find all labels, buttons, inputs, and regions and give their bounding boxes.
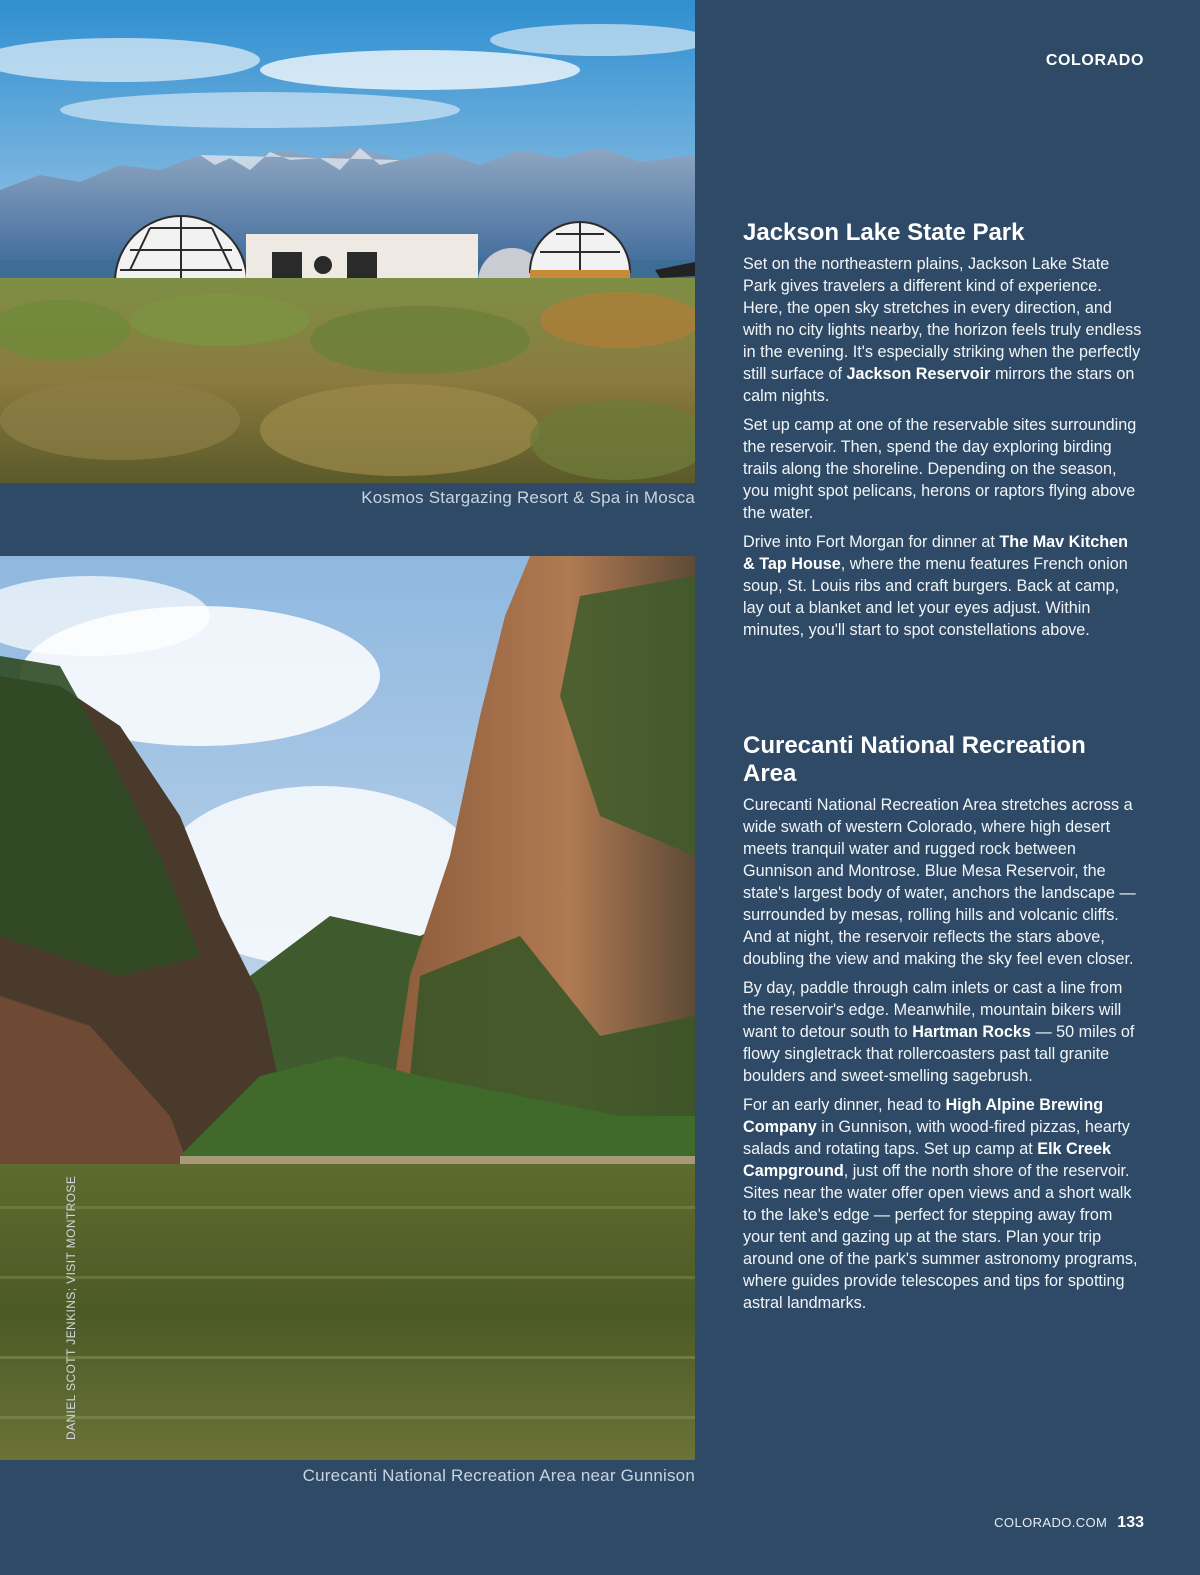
page-footer: [994, 1514, 1144, 1532]
top-photo-caption: Kosmos Stargazing Resort & Spa in Mosca: [361, 488, 695, 507]
text-run: in Gunnison, with wood-fired pizzas, hearty salads and rotating taps. Set up camp at: [743, 1118, 1130, 1158]
bottom-photo-caption: Curecanti National Recreation Area near Gunnison: [302, 1466, 695, 1485]
curecanti-heading: Curecanti National Recreation Area: [743, 732, 1086, 787]
text-run: — 50 miles of flowy singletrack that rollercoasters past tall granite boulders and sweet-smelling sagebrush.: [743, 1023, 1135, 1085]
text-run: , where the menu features French onion soup, St. Louis ribs and craft burgers. Back at camp, lay out a blanket and let your eyes adjust. Within minutes, you'll start to spot constellations above.: [743, 555, 1128, 639]
curecanti-paragraph-1: Curecanti National Recreation Area stretches across a wide swath of western Colorado, where high desert meets tranquil water and rugged rock between Gunnison and Montrose. Blue Mesa Reservoir, the state's largest body of water, anchors the landscape — surrounded by mesas, rolling hills and volcanic cliffs. And at night, the reservoir reflects the stars above, doubling the view and making the sky feel even closer.: [743, 796, 1136, 968]
text-run: mirrors the stars on calm nights.: [743, 365, 1135, 405]
footer-site: COLORADO.COM: [994, 1515, 1108, 1530]
text-run: Drive into Fort Morgan for dinner at: [743, 533, 1000, 551]
text-run: Set on the northeastern plains, Jackson Lake State Park gives travelers a different kind of experience. Here, the open sky stretches in every direction, and with no city lights nearby, the horizon feels truly endless in the evening. It's especially striking when the perfectly still surface of: [743, 255, 1142, 383]
curecanti-paragraph-3: [743, 1094, 1143, 1314]
kosmos-resort-photo: [0, 0, 695, 483]
text-run: For an early dinner, head to: [743, 1096, 946, 1114]
text-run: , just off the north shore of the reservoir. Sites near the water offer open views and a short walk to the lake's edge — perfect for stepping away from your tent and gazing up at the stars. Plan your trip around one of the park's summer astronomy programs, where guides provide telescopes and tips for spotting astral landmarks.: [743, 1162, 1138, 1312]
page-number: 133: [1117, 1514, 1144, 1531]
jackson-lake-heading: Jackson Lake State Park: [743, 219, 1025, 246]
curecanti-canyon-photo: [0, 556, 695, 1460]
section-label: COLORADO: [1045, 52, 1144, 69]
elk-creek-campground-name: Elk Creek Campground: [743, 1140, 1112, 1180]
curecanti-article: [743, 732, 1143, 1321]
mav-kitchen-name: The Mav Kitchen & Tap House: [743, 533, 1129, 573]
photo-credit: DANIEL SCOTT JENKINS; VISIT MONTROSE: [64, 1175, 78, 1440]
text-run: By day, paddle through calm inlets or cast a line from the reservoir's edge. Meanwhile, mountain bikers will want to detour south to: [743, 979, 1123, 1041]
jackson-paragraph-3: [743, 531, 1143, 641]
jackson-paragraph-1: [743, 253, 1143, 407]
high-alpine-brewing-name: High Alpine Brewing Company: [743, 1096, 1104, 1136]
jackson-paragraph-2: Set up camp at one of the reservable sites surrounding the reservoir. Then, spend the day exploring birding trails along the shoreline. Depending on the season, you might spot pelicans, herons or raptors flying above the water.: [743, 416, 1137, 522]
curecanti-paragraph-2: [743, 977, 1143, 1087]
jackson-lake-article: [743, 219, 1143, 648]
hartman-rocks-name: Hartman Rocks: [912, 1023, 1031, 1041]
jackson-reservoir-name: Jackson Reservoir: [846, 365, 991, 383]
